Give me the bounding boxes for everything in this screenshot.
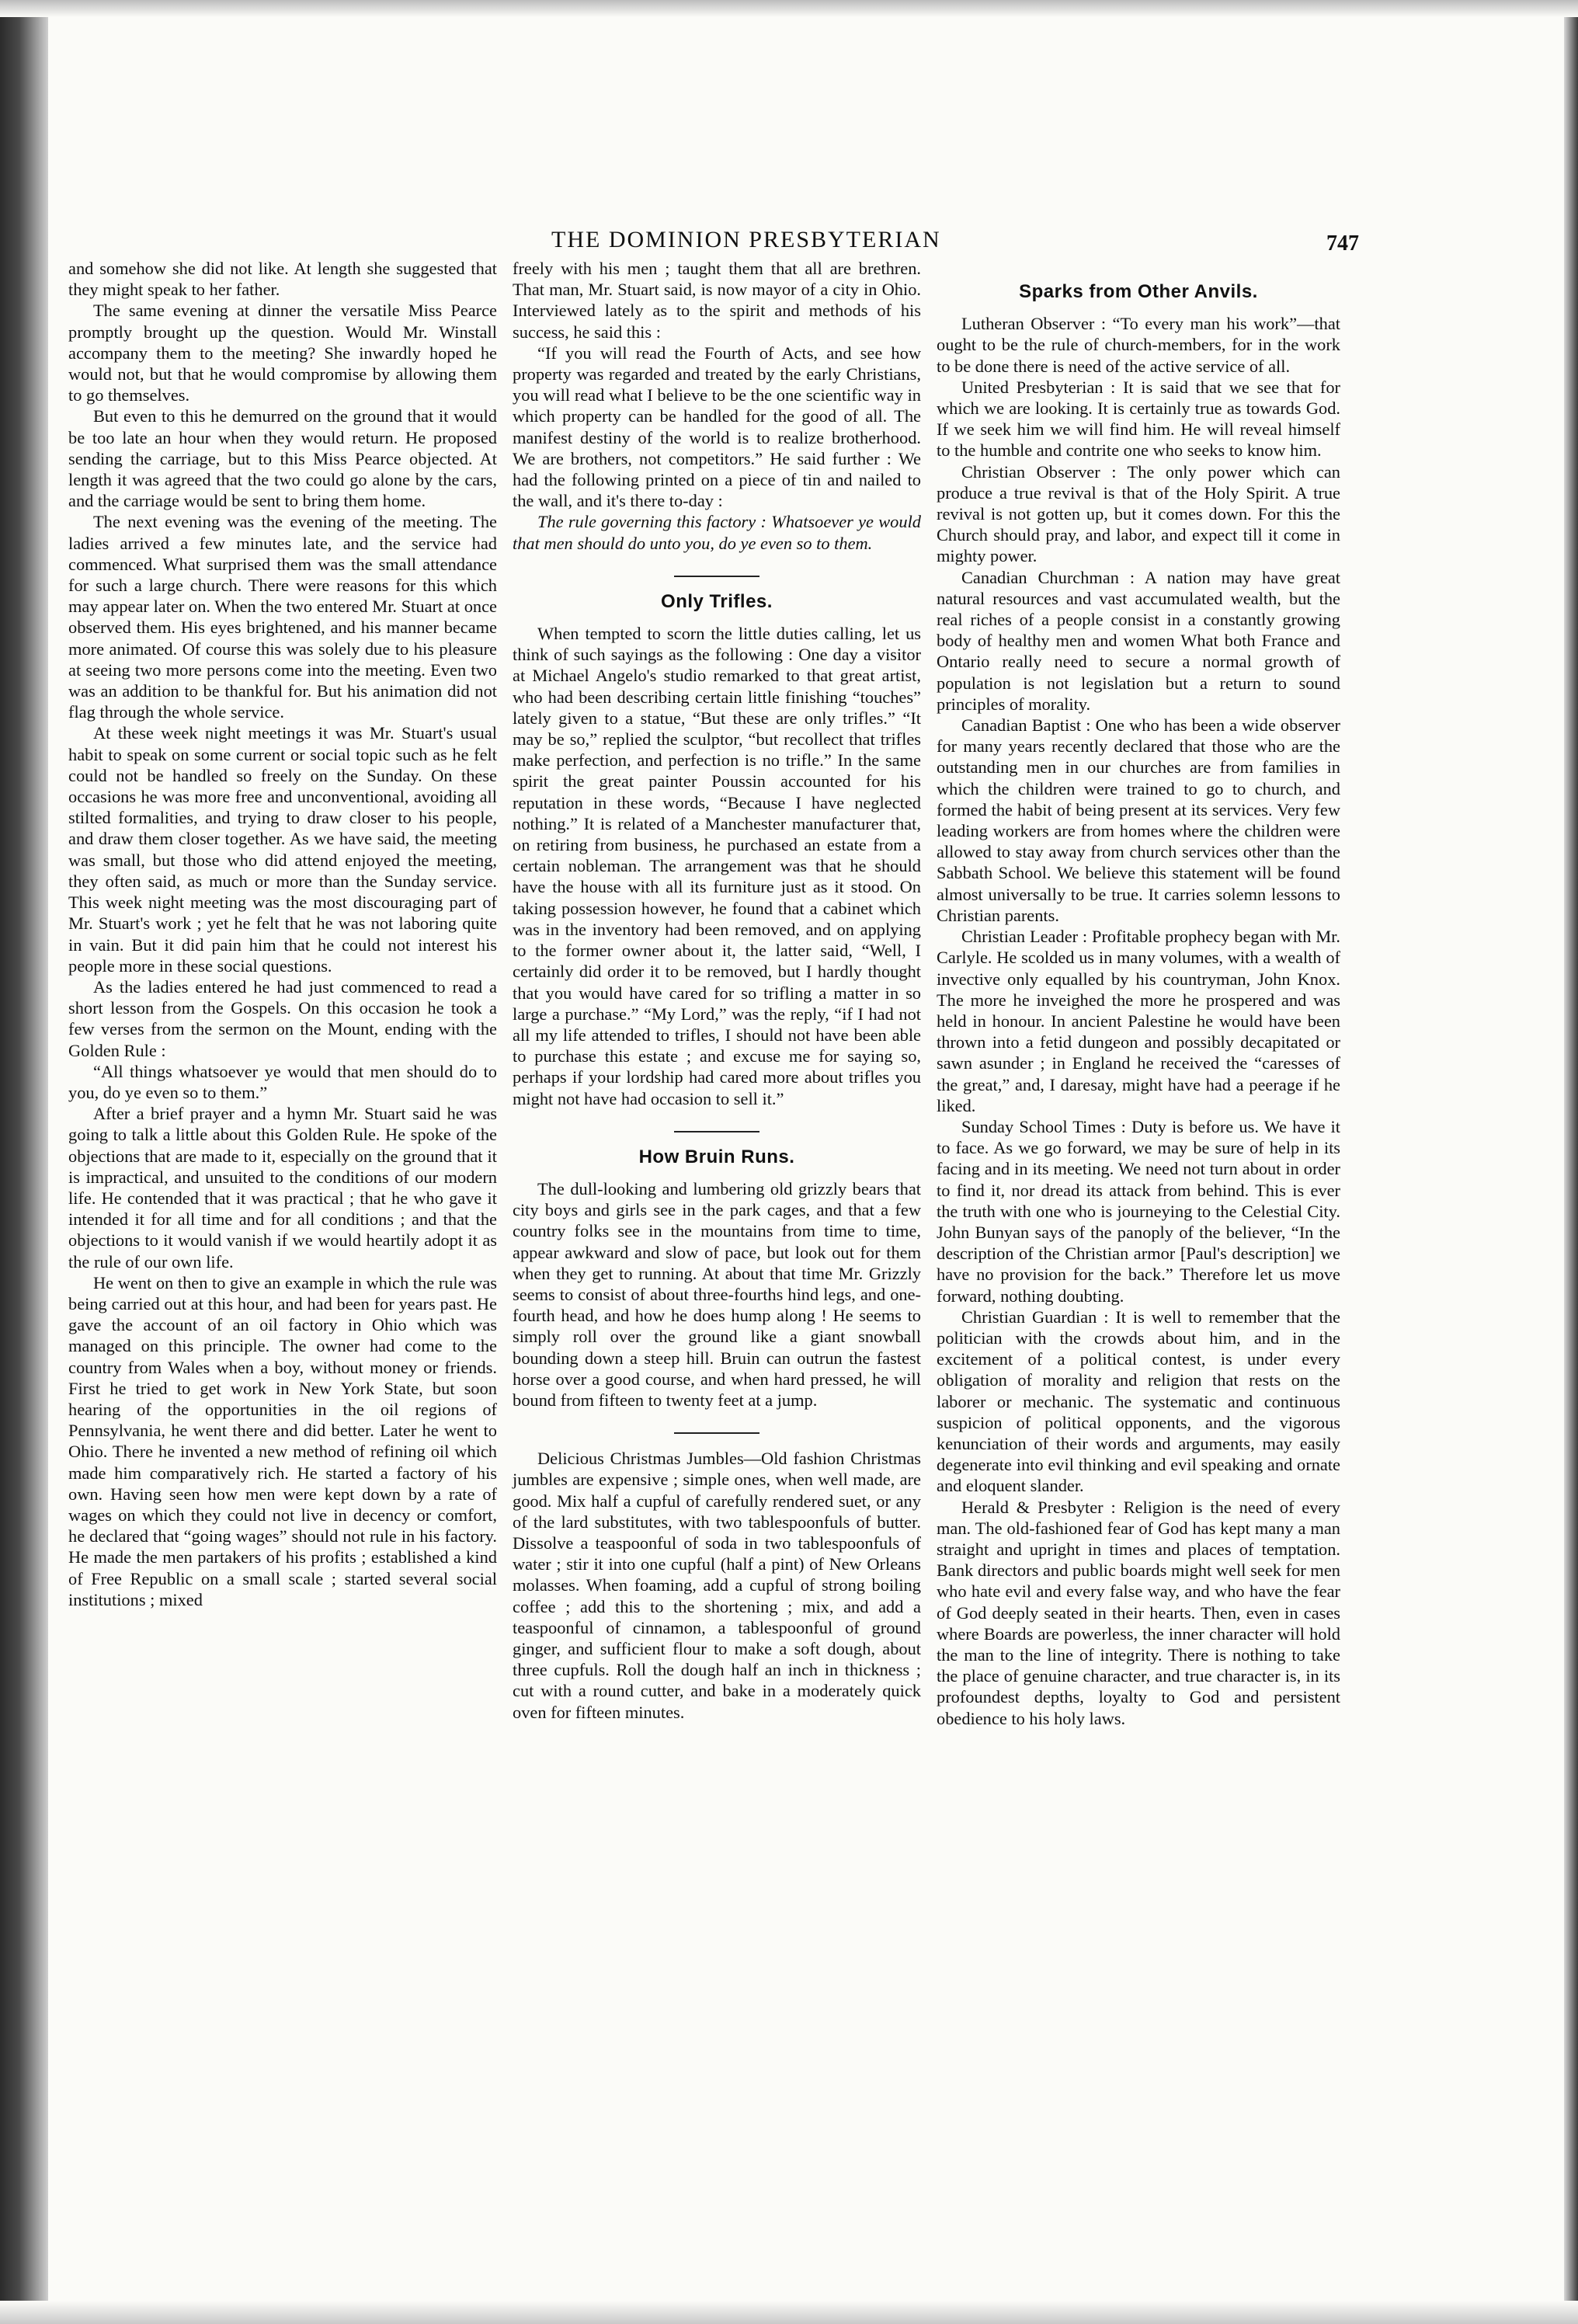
column-3: [937, 281, 1340, 1729]
paragraph: Herald & Presbyter : Religion is the need of every man. The old-fashioned fear of God has kept many a man straight and upright in times and places of temptation. Bank directors and public boards might well seek for men who hate evil and every false way, and who have the fear of God deeply seated in their hearts. Then, even in cases where Boards are powerless, the inner character will hold the man to the line of integrity. There is nothing to take the place of genuine character, and true character is, in its profoundest depths, loyalty to God and persistent obedience to his holy laws.: [937, 1497, 1340, 1728]
factory-motto: The rule governing this factory : Whatsoever ye would that men should do unto you, do ye even so to them.: [513, 512, 921, 553]
section-divider: [674, 576, 759, 577]
page-scan-right-edge: [1564, 0, 1578, 2324]
paragraph: Canadian Churchman : A nation may have great natural resources and vast accumulated wealth, but the real riches of a people consist in a constantly growing body of healthy men and women What both France and Ontario really need to secure a normal growth of population is not legislation but a return to sound principles of morality.: [937, 567, 1340, 714]
article-heading-only-trifles: Only Trifles.: [661, 590, 773, 612]
paragraph: The dull-looking and lumbering old grizzly bears that city boys and girls see in the park cages, and that a few country folks see in the mountains from time to time, appear awkward and slow of pace, but look out for them when they get to running. At about that time Mr. Grizzly seems to consist of about three-fourths hind legs, and one-fourth head, and how he does hump along ! He seems to simply roll over the ground like a giant snowball bounding down a steep hill. Bruin can outrun the fastest horse over a good course, and when hard pressed, he will bound from fifteen to twenty feet at a jump.: [513, 1178, 921, 1410]
page-scan-top-edge: [0, 0, 1578, 17]
page-scan-bottom-edge: [0, 2301, 1578, 2324]
paragraph-recipe: Delicious Christmas Jumbles—Old fashion Christmas jumbles are expensive ; simple ones, when well made, are good. Mix half a cupful of carefully rendered suet, or any of the lard substitutes, with two tablespoonfuls of butter. Dissolve a teaspoonful of soda in two tablespoonfuls of water ; stir it into one cupful (half a pint) of New Orleans molasses. When foaming, add a cupful of strong boiling coffee ; add this to the shortening ; mix, and add a teaspoonful of cinnamon, a tablespoonful of ground ginger, and sufficient flour to make a soft dough, about three cupfuls. Roll the dough half an inch in thickness ; cut with a round cutter, and bake in a moderately quick oven for fifteen minutes.: [513, 1449, 921, 1722]
paragraph: Christian Guardian : It is well to remember that the politician with the crowds about him, and in the excitement of a political contest, is under every obligation of morality and religion that rests on the laborer or mechanic. The systematic and continuous suspicion of political opponents, and the vigorous kenunciation of their words and arguments, may easily degenerate into evil thinking and evil speaking and ornate and eloquent slander.: [937, 1306, 1340, 1496]
paragraph: The next evening was the evening of the meeting. The ladies arrived a few minutes late, and the service had commenced. What surprised them was the small attendance for such a large church. There were reasons for this which may appear later on. When the two entered Mr. Stuart at once observed them. His eyes brightened, and his manner became more animated. Of course this was solely due to his pleasure at seeing two more persons come into the meeting. Even two was an addition to be thankful for. But his animation did not flag through the whole service.: [68, 512, 497, 722]
page-scan-left-edge: [0, 0, 48, 2324]
paragraph: Christian Leader : Profitable prophecy began with Mr. Carlyle. He scolded us in many volumes, with a wealth of invective only equalled by his countryman, John Knox. The more he inveighed the more he prospered and was held in honour. In ancient Palestine he would have been thrown into a fetid dungeon and possibly decapitated or sawn asunder ; in England he received the “caresses of the great,” and, I daresay, might have had a peerage if he liked.: [937, 927, 1340, 1115]
paragraph: The same evening at dinner the versatile Miss Pearce promptly brought up the question. Would Mr. Winstall accompany them to the meeting? She inwardly hoped he would not, but that he would compromise by allowing them to go themselves.: [68, 301, 497, 405]
paragraph: and somehow she did not like. At length she suggested that they might speak to her father.: [68, 259, 497, 300]
running-title: THE DOMINION PRESBYTERIAN: [551, 227, 941, 252]
paragraph: Lutheran Observer : “To every man his work”—that ought to be the rule of church-members, for in the work to be done there is need of the active service of all.: [937, 314, 1340, 376]
section-divider: [674, 1432, 759, 1434]
paragraph: But even to this he demurred on the ground that it would be too late an hour when they would return. He proposed sending the carriage, but to this Miss Pearce objected. At length it was agreed that the two could go alone by the cars, and the carriage would be sent to bring them home.: [68, 406, 497, 511]
paragraph: United Presbyterian : It is said that we see that for which we are looking. It is certainly true as towards God. If we seek him we will find him. He will reveal himself to the humble and contrite one who seeks to know him.: [937, 377, 1340, 461]
section-divider: [674, 1131, 759, 1132]
paragraph: He went on then to give an example in which the rule was being carried out at this hour, and had been for years past. He gave the account of an oil factory in Ohio which was managed on this principle. The owner had come to the country from Wales when a boy, without money or friends. First he tried to get work in New York State, but soon hearing of the opportunities in the oil regions of Pennsylvania, he went there and did better. Later he went to Ohio. There he invented a new method of refining oil which made him comparatively rich. He started a factory of his own. Having seen how men were kept down by a rate of wages on which they could not live in decency or comfort, he declared that “going wages” should not rule in his factory. He made the men partakers of his profits ; established a kind of Free Republic on a small scale ; started several social institutions ; mixed: [68, 1272, 497, 1609]
column-1: [68, 258, 497, 1610]
paragraph: When tempted to scorn the little duties calling, let us think of such sayings as the following : One day a visitor at Michael Angelo's studio remarked to that great artist, who had been describing certain little finishing “touches” lately given to a statue, “But these are only trifles.” “It may be so,” replied the sculptor, “but recollect that trifles make perfection, and perfection is no trifle.” In the same spirit the great painter Poussin accounted for his reputation in these words, “Because I have neglected nothing.” It is related of a Manchester manufacturer that, on retiring from business, he purchased an estate from a certain nobleman. The arrangement was that he should have the house with all its furniture just as it stood. On taking possession however, he found that a cabinet which was in the inventory had been removed, and on applying to the former owner about it, the latter said, “Well, I certainly did order it to be removed, but I hardly thought that you would have cared for so trifling a matter in so large a purchase.” “My Lord,” was the reply, “if I had not all my life attended to trifles, I should not have been able to purchase this estate ; and excuse me for saying so, perhaps if your lordship had cared more about trifles you might not have had occasion to sell it.”: [513, 624, 921, 1108]
paragraph: “All things whatsoever ye would that men should do to you, do ye even so to them.”: [68, 1061, 497, 1102]
paragraph: As the ladies entered he had just commenced to read a short lesson from the Gospels. On this occasion he took a few verses from the sermon on the Mount, ending with the Golden Rule :: [68, 976, 497, 1060]
page-header: [505, 227, 1359, 261]
paragraph: Canadian Baptist : One who has been a wide observer for many years recently declared that those who are the outstanding men in our churches are from families in which the children were trained to go to church, and formed the habit of being present at its services. Very few leading workers are from homes where the children were allowed to stay away from church services other than the Sabbath School. We believe this statement will be found almost universally to be true. It carries solemn lessons to Christian parents.: [937, 715, 1340, 925]
paragraph: Christian Observer : The only power which can produce a true revival is that of the Holy Spirit. A true revival is not gotten up, but it comes down. For this the Church should pray, and labor, and expect till it come in mighty power.: [937, 461, 1340, 566]
paragraph: After a brief prayer and a hymn Mr. Stuart said he was going to talk a little about this Golden Rule. He spoke of the objections that are made to it, especially on the ground that it is impractical, and unsuited to the conditions of our modern life. He contended that it was practical ; that he who gave it intended it for all time and for all conditions ; and that the objections to it would vanish if we would heartily adopt it as the rule of our own life.: [68, 1104, 497, 1272]
column-2: [513, 258, 921, 1723]
paragraph: Sunday School Times : Duty is before us. We have it to face. As we go forward, we may be sure of help in its facing and in its meeting. We need not turn about in order to find it, nor dread its attack from behind. This is ever the truth with one who is journeying to the Celestial City. John Bunyan says of the panoply of the believer, “In the description of the Christian armor [Paul's description] we have no provision for the back.” Therefore let us move forward, nothing doubting.: [937, 1116, 1340, 1306]
article-heading-sparks: Sparks from Other Anvils.: [1019, 281, 1258, 302]
article-heading-how-bruin-runs: How Bruin Runs.: [638, 1146, 795, 1167]
paragraph: freely with his men ; taught them that all are brethren. That man, Mr. Stuart said, is now mayor of a city in Ohio. Interviewed lately as to the spirit and methods of his success, he said this :: [513, 259, 921, 342]
paragraph: “If you will read the Fourth of Acts, and see how property was regarded and treated by the early Christians, you will read what I believe to be the one scientific way in which property can be handled for the good of all. The manifest destiny of the world is to realize brotherhood. We are brothers, not competitors.” He said further : We had the following printed on a piece of tin and nailed to the wall, and it's there to-day :: [513, 343, 921, 511]
page-number: 747: [1326, 231, 1359, 256]
paragraph: At these week night meetings it was Mr. Stuart's usual habit to speak on some current or social topic such as he felt could not be handled so freely on the Sunday. On these occasions he was more free and unconventional, avoiding all stilted formalities, and trying to draw closer to his people, and draw them closer together. As we have said, the meeting was small, but those who did attend enjoyed the meeting, they often said, as much or more than the Sunday service. This week night meeting was the most discouraging part of Mr. Stuart's work ; yet he felt that he was not laboring quite in vain. But it did pain him that he could not interest his people more in these social questions.: [68, 723, 497, 976]
